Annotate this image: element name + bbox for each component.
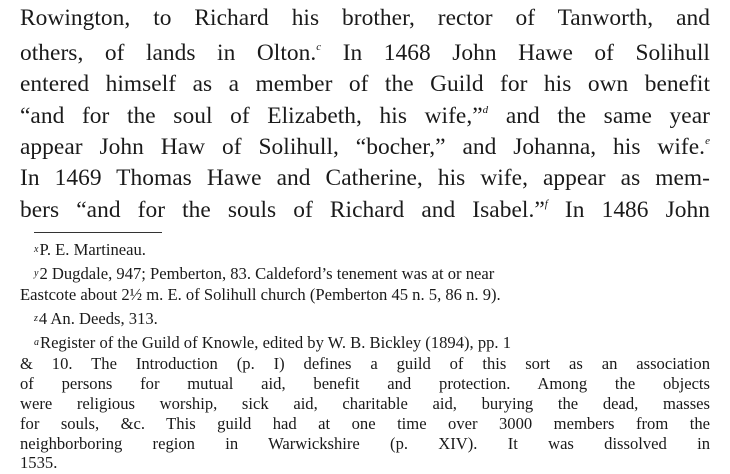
footnote-mark: a xyxy=(34,337,39,348)
body-text: “and for the soul of Elizabeth, his wife,” xyxy=(20,103,483,129)
body-text: others, of lands in Olton. xyxy=(20,40,317,66)
footnote-a-line-2 xyxy=(20,354,710,374)
body-text: In 1469 Thomas Hawe and Catherine, his wife, appear as mem- xyxy=(20,165,710,191)
body-text: bers “and for the souls of Richard and Isabel.” xyxy=(20,197,545,223)
footnote-y xyxy=(34,264,494,284)
footnote-text: of persons for mutual aid, benefit and protection. Among the objects xyxy=(20,374,710,393)
footnote-a-line-5 xyxy=(20,414,710,434)
body-text: entered himself as a member of the Guild for his own benefit xyxy=(20,71,710,97)
footnote-reference: e xyxy=(705,135,710,147)
body-text: In 1468 John Hawe of Solihull xyxy=(321,40,710,66)
footnote-reference: c xyxy=(316,41,322,53)
footnote-divider xyxy=(34,232,162,233)
footnote-a-line-4 xyxy=(20,394,710,414)
footnote-a-line-7 xyxy=(20,453,57,473)
footnote-mark: x xyxy=(34,244,39,255)
footnote-text: Register of the Guild of Knowle, edited by W. B. Bickley (1894), pp. 1 xyxy=(40,333,512,352)
body-line-7 xyxy=(20,195,710,225)
footnote-a-line-6 xyxy=(20,434,710,454)
body-line-2 xyxy=(20,38,710,68)
body-line-1 xyxy=(20,3,710,33)
footnote-mark: y xyxy=(34,268,39,279)
footnote-mark: z xyxy=(34,313,38,324)
footnote-text: 1535. xyxy=(20,453,58,472)
footnote-y-continuation xyxy=(20,285,501,305)
footnote-text: & 10. The Introduction (p. I) defines a guild of this sort as an association xyxy=(20,354,710,373)
footnote-text: 2 Dugdale, 947; Pemberton, 83. Caldeford’s tenement was at or near xyxy=(39,264,495,283)
body-line-3 xyxy=(20,69,710,99)
footnote-z xyxy=(34,309,158,329)
body-line-6 xyxy=(20,163,710,193)
footnote-text: Eastcote about 2½ m. E. of Solihull church (Pemberton 45 n. 5, 86 n. 9). xyxy=(20,285,501,304)
footnote-a xyxy=(34,333,511,353)
body-line-5 xyxy=(20,132,710,162)
footnote-text: for souls, &c. This guild had at one time over 3000 members from the xyxy=(20,414,710,433)
footnote-a-line-3 xyxy=(20,374,710,394)
footnote-x xyxy=(34,240,146,260)
footnote-reference: d xyxy=(482,104,489,116)
footnote-text: were religious worship, sick aid, charitable aid, burying the dead, masses xyxy=(20,394,710,413)
body-line-4 xyxy=(20,101,710,131)
body-text: and the same year xyxy=(488,103,710,129)
footnote-text: P. E. Martineau. xyxy=(39,240,146,259)
body-text: In 1486 John xyxy=(547,197,710,223)
footnote-text: 4 An. Deeds, 313. xyxy=(38,309,158,328)
footnote-text: neighborboring region in Warwickshire (p. XIV). It was dissolved in xyxy=(20,434,710,453)
body-text: Rowington, to Richard his brother, rector of Tanworth, and xyxy=(20,5,710,31)
footnote-reference: f xyxy=(544,198,548,210)
body-text: appear John Haw of Solihull, “bocher,” and Johanna, his wife. xyxy=(20,134,706,160)
